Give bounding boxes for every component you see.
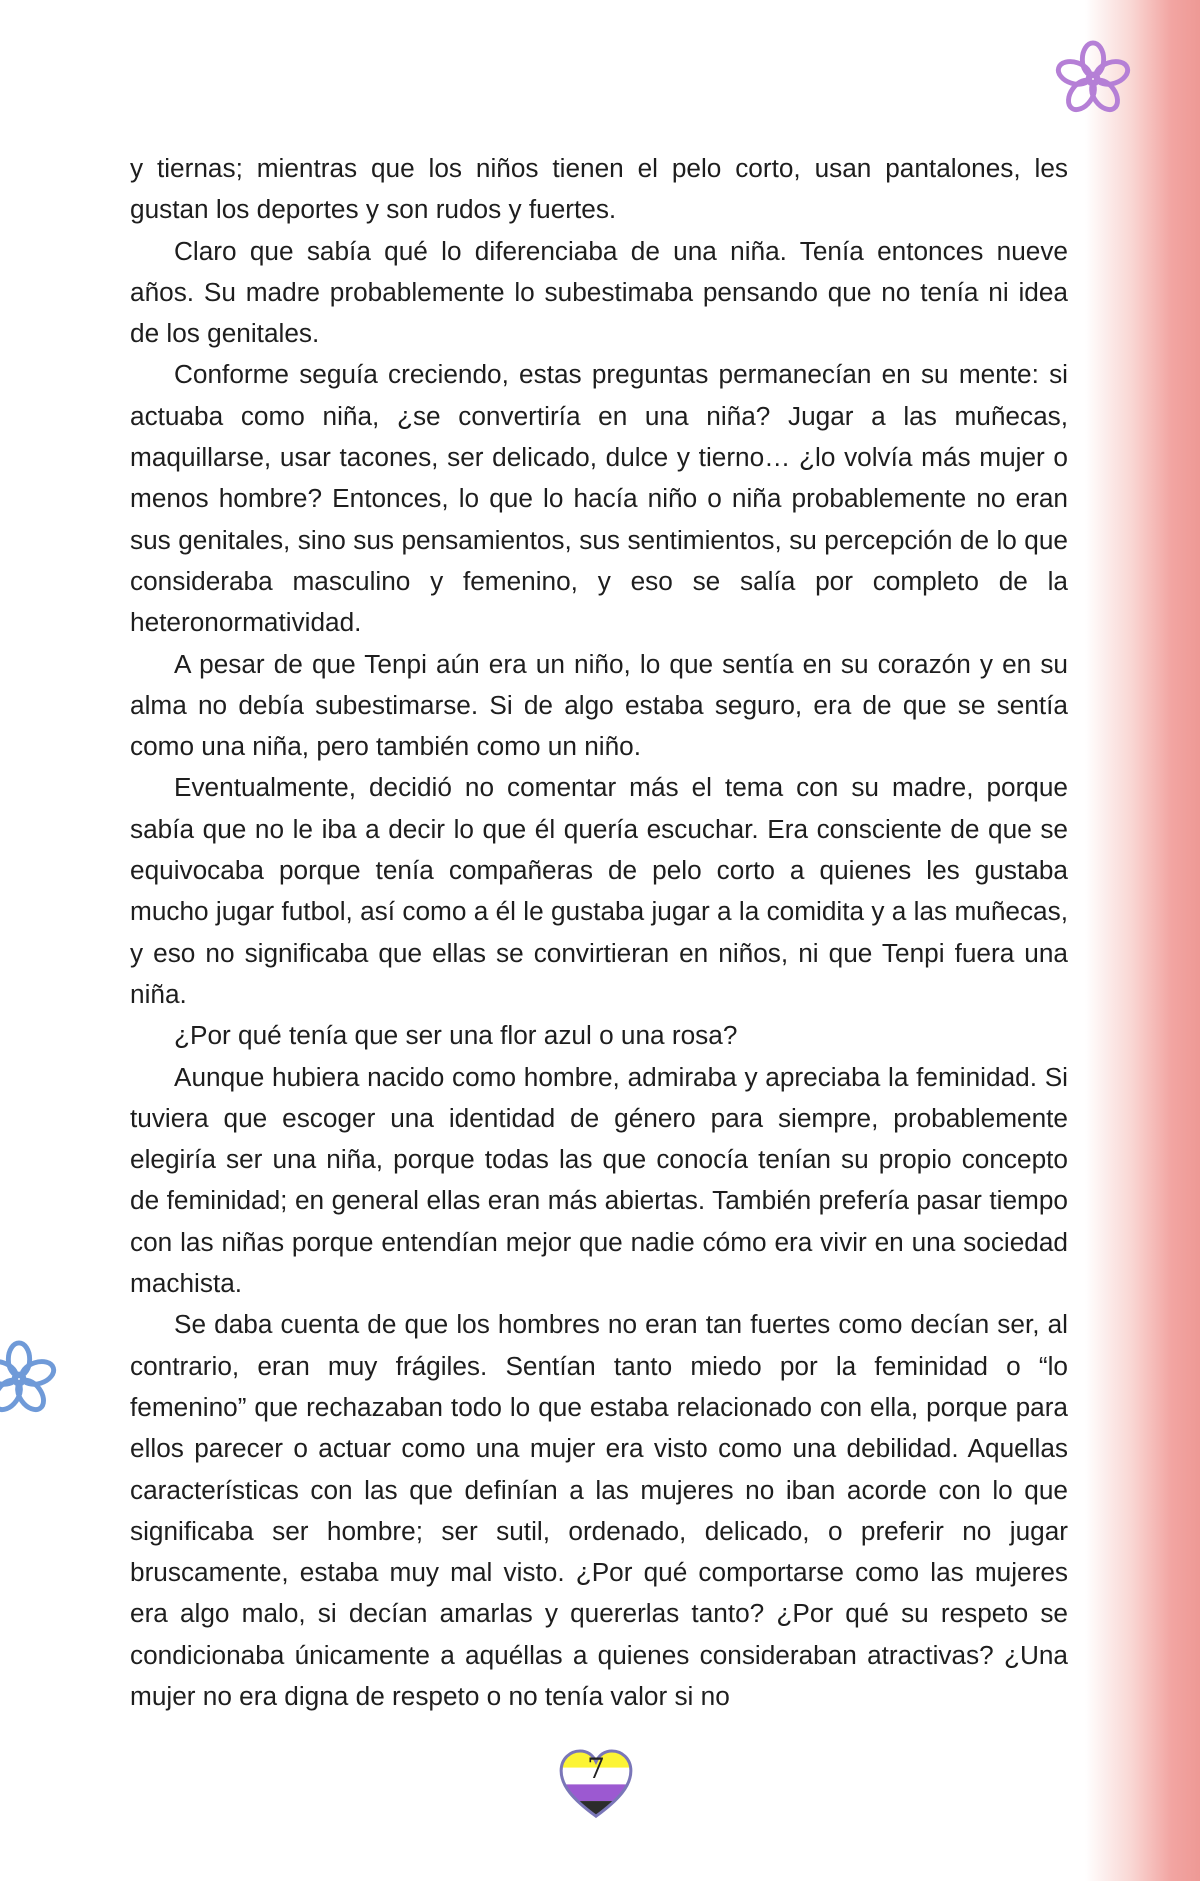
- paragraph: A pesar de que Tenpi aún era un niño, lo que sentía en su corazón y en su alma no debía subestimarse. Si de algo estaba seguro, era de que se sentía como una niña, pero también como un niño.: [130, 648, 1068, 762]
- side-gradient-band: [1085, 0, 1200, 1881]
- flower-outline-icon: [0, 1338, 60, 1420]
- body-text: [130, 148, 1068, 1717]
- paragraph: Aunque hubiera nacido como hombre, admiraba y apreciaba la feminidad. Si tuviera que escoger una identidad de género para siempre, probablemente elegiría ser una niña, porque todas las que conocía tenían su propio concepto de feminidad; en general ellas eran más abiertas. También prefería pasar tiempo con las niñas porque entendían mejor que nadie cómo era vivir en una sociedad machista.: [130, 1061, 1068, 1299]
- paragraph: y tiernas; mientras que los niños tienen el pelo corto, usan pantalones, les gustan los deportes y son rudos y fuertes.: [130, 153, 1068, 225]
- paragraph: ¿Por qué tenía que ser una flor azul o una rosa?: [174, 1020, 738, 1051]
- page-number: 7: [587, 1752, 605, 1785]
- paragraph: Se daba cuenta de que los hombres no eran tan fuertes como decían ser, al contrario, eran muy frágiles. Sentían tanto miedo por la feminidad o “lo femenino” que rechazaban todo lo que estaba relacionado con ella, porque para ellos parecer o actuar como una mujer era visto como una debilidad. Aquellas características con las que definían a las mujeres no iban acorde con lo que significaba ser hombre; ser sutil, ordenado, delicado, o preferir no jugar bruscamente, estaba muy mal visto. ¿Por qué comportarse como las mujeres era algo malo, si decían amarlas y quererlas tanto? ¿Por qué su respeto se condicionaba únicamente a aquéllas a quienes consideraban atractivas? ¿Una mujer no era digna de respeto o no tenía valor si no: [130, 1309, 1068, 1711]
- paragraph: Eventualmente, decidió no comentar más el tema con su madre, porque sabía que no le iba a decir lo que él quería escuchar. Era consciente de que se equivocaba porque tenía compañeras de pelo corto a quienes les gustaba mucho jugar futbol, así como a él le gustaba jugar a la comidita y a las muñecas, y eso no significaba que ellas se convirtieran en niños, ni que Tenpi fuera una niña.: [130, 772, 1068, 1009]
- paragraph: Claro que sabía qué lo diferenciaba de una niña. Tenía entonces nueve años. Su madre probablemente lo subestimaba pensando que no tenía ni idea de los genitales.: [130, 235, 1068, 349]
- flower-outline-icon: [1052, 38, 1134, 120]
- paragraph: Conforme seguía creciendo, estas preguntas permanecían en su mente: si actuaba como niña, ¿se convertiría en una niña? Jugar a las muñecas, maquillarse, usar tacones, ser delicado, dulce y tierno… ¿lo volvía más mujer o menos hombre? Entonces, lo que lo hacía niño o niña probablemente no eran sus genitales, sino sus pensamientos, sus sentimientos, su percepción de lo que consideraba masculino y femenino, y eso se salía por completo de la heteronormatividad.: [130, 359, 1068, 638]
